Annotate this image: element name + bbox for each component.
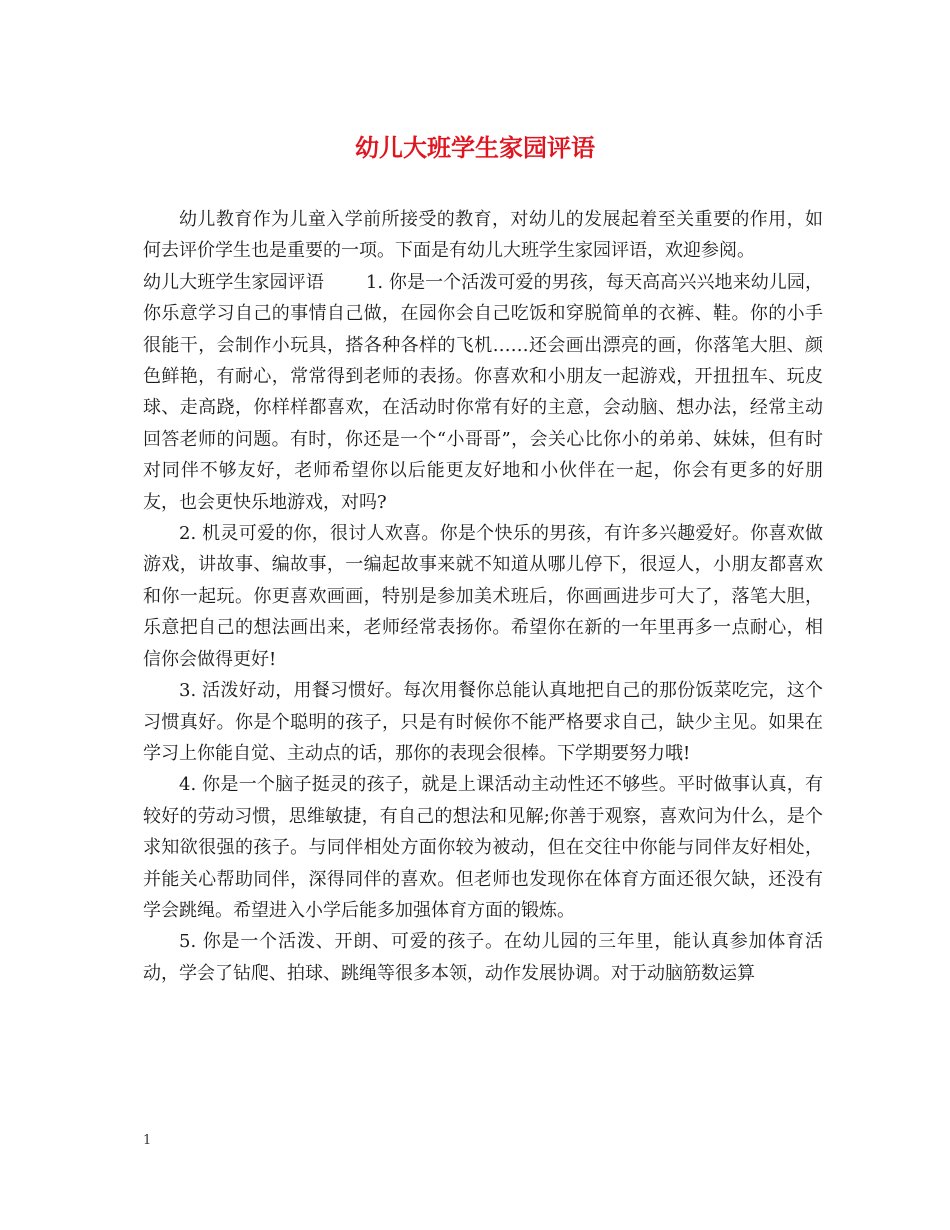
paragraph-comment-5: 5. 你是一个活泼、开朗、可爱的孩子。在幼儿园的三年里，能认真参加体育活动，学会了钻爬、拍球、跳绳等很多本领，动作发展协调。对于动脑筋数运算	[143, 931, 823, 984]
paragraph-comment-1: 幼儿大班学生家园评语 1. 你是一个活泼可爱的男孩，每天高高兴兴地来幼儿园，你乐意学习自己的事情自己做，在园你会自己吃饭和穿脱简单的衣裤、鞋。你的小手很能干，会制作小玩具，搭各种各样的飞机……还会画出漂亮的画，你落笔大胆、颜色鲜艳，有耐心，常常得到老师的表扬。你喜欢和小朋友一起游戏，开扭扭车、玩皮球、走高跷，你样样都喜欢，在活动时你常有好的主意，会动脑、想办法，经常主动回答老师的问题。有时，你还是一个“小哥哥”，会关心比你小的弟弟、妹妹，但有时对同伴不够友好，老师希望你以后能更友好地和小伙伴在一起，你会有更多的好朋友，也会更快乐地游戏，对吗?	[143, 271, 823, 513]
page-number: 1	[143, 1133, 152, 1148]
paragraph-comment-2: 2. 机灵可爱的你，很讨人欢喜。你是个快乐的男孩，有许多兴趣爱好。你喜欢做游戏，讲故事、编故事，一编起故事来就不知道从哪儿停下，很逗人，小朋友都喜欢和你一起玩。你更喜欢画画，特别是参加美术班后，你画画进步可大了，落笔大胆，乐意把自己的想法画出来，老师经常表扬你。希望你在新的一年里再多一点耐心，相信你会做得更好!	[143, 523, 823, 670]
paragraph-intro: 幼儿教育作为儿童入学前所接受的教育，对幼儿的发展起着至关重要的作用，如何去评价学生也是重要的一项。下面是有幼儿大班学生家园评语，欢迎参阅。	[143, 209, 823, 262]
document-title: 幼儿大班学生家园评语	[355, 133, 595, 162]
paragraph-comment-3: 3. 活泼好动，用餐习惯好。每次用餐你总能认真地把自己的那份饭菜吃完，这个习惯真好。你是个聪明的孩子，只是有时候你不能严格要求自己，缺少主见。如果在学习上你能自觉、主动点的话，那你的表现会很棒。下学期要努力哦!	[143, 680, 823, 764]
paragraph-comment-4: 4. 你是一个脑子挺灵的孩子，就是上课活动主动性还不够些。平时做事认真，有较好的劳动习惯，思维敏捷，有自己的想法和见解;你善于观察，喜欢问为什么，是个求知欲很强的孩子。与同伴相处方面你较为被动，但在交往中你能与同伴友好相处，并能关心帮助同伴，深得同伴的喜欢。但老师也发现你在体育方面还很欠缺，还没有学会跳绳。希望进入小学后能多加强体育方面的锻炼。	[143, 774, 823, 921]
document-body	[143, 204, 823, 989]
